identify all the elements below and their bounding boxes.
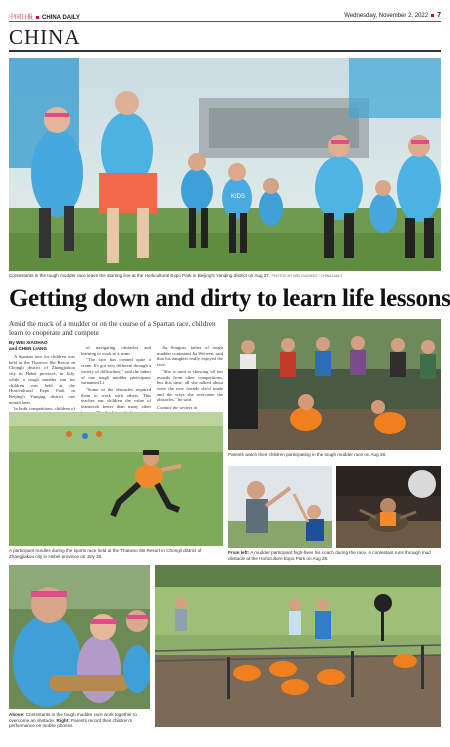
photo-crawl-obstacle <box>155 565 441 727</box>
paragraph: Jia Songtao, father of tough mudder contestant Jia Weiwen, said that his daughter really enjoyed the race. <box>157 345 223 368</box>
photo-parents-watch-image <box>228 319 441 450</box>
caption-text: A mudder participant high-fives his coach during the race. A contestant runs through mud obstacle at the Horticulture Expo Park on Aug 28. <box>228 550 431 561</box>
paragraph: "Some of the obstacles required them to work with others. This teaches our children the value of teamwork better than many other <box>81 386 151 410</box>
caption-hurdler: A participant hurdles during the sports race held at the Thaiwoo Ski Resort in Chongli district of Zhangjiakou city in Hebei province on July 30. <box>9 548 202 559</box>
byline <box>9 340 48 352</box>
caption-mid-right <box>228 550 441 561</box>
photo-high-five <box>228 466 332 548</box>
caption-lead: From left: <box>228 550 250 555</box>
masthead-rule <box>9 21 441 22</box>
paragraph: In both competitions, children of <box>14 406 75 412</box>
paragraph: "The race has created quite a scene. It's got very different through a variety of difficulties," said the father of one tough mudder participant, surnamed Li. <box>81 357 151 386</box>
article-column-1 <box>9 354 75 419</box>
article-column-3 <box>157 345 223 416</box>
section-title: CHINA <box>9 25 81 49</box>
photo-credit: PHOTOS BY WEI XIAOHAO / CHINA DAILY <box>271 274 343 278</box>
photo-hurdler <box>9 412 223 546</box>
separator-mark <box>431 14 434 17</box>
paper-logo: 中国日报 <box>9 15 34 21</box>
paragraph: "She is used to showing off her awards from other competitions, but this time, all she talked about were the new friends she'd made and the ways she overcame the obstacles," he said. <box>157 368 223 403</box>
page-number: 7 <box>437 12 441 19</box>
photo-crawl-obstacle-image <box>155 565 441 727</box>
caption-parents-watch: Parents watch their children participating in the tough mudder race on Aug 28. <box>228 452 387 457</box>
byline-author-1: By WEI XIAOHAO <box>9 340 48 345</box>
section-rule <box>9 50 441 52</box>
paper-name: CHINA DAILY <box>42 15 80 21</box>
article-column-2 <box>81 345 151 422</box>
issue-date: Wednesday, November 2, 2022 <box>344 13 429 19</box>
byline-author-2: and CHEN LIANG <box>9 346 48 351</box>
caption-lead: Above: <box>9 712 25 717</box>
photo-race-start <box>9 58 441 271</box>
article-headline: Getting down and dirty to learn life lessons <box>9 285 450 312</box>
masthead-left <box>9 12 80 21</box>
photo-parents-watch <box>228 319 441 450</box>
paragraph: A Spartan race for children was held at the Thaiwoo Ski Resort in Chongli district of Zhangjiakou city in Hebei province, in July, while a tough mudder run for children was held at the Horticultural Expo Park in Beijing's Yanqing district one month later. <box>9 354 75 405</box>
photo-teamwork <box>9 565 150 709</box>
photo-teamwork-image <box>9 565 150 709</box>
photo-high-five-image <box>228 466 332 548</box>
caption-teamwork <box>9 712 150 729</box>
masthead-right <box>344 12 441 19</box>
contact-label: Contact the writers at <box>157 405 198 411</box>
article-deck: Amid the muck of a mudder or on the course of a Spartan race, children learn to cooperate and compete <box>9 320 216 337</box>
photo-hurdler-image <box>9 412 223 546</box>
caption-text: Contestants in the tough mudder race leave the starting line at the Horticultural Expo Park in Beijing's Yanqing district on Aug 27. <box>9 273 271 278</box>
bib-text: KIDS <box>231 194 246 200</box>
caption-race-start <box>9 273 441 280</box>
caption-text: Contestants in the tough mudder race work together to overcome an obstacle. <box>9 712 137 723</box>
caption-lead: Right: <box>56 717 70 723</box>
photo-race-start-image <box>9 58 441 271</box>
masthead <box>9 8 441 22</box>
photo-mud-run-image <box>336 466 441 548</box>
paragraph: of navigating obstacles and learning to work as a team. <box>81 345 151 356</box>
photo-mud-run <box>336 466 441 548</box>
separator-mark <box>36 16 39 19</box>
caption-text: Parents record their children's performance on mobile phones. <box>9 717 132 729</box>
